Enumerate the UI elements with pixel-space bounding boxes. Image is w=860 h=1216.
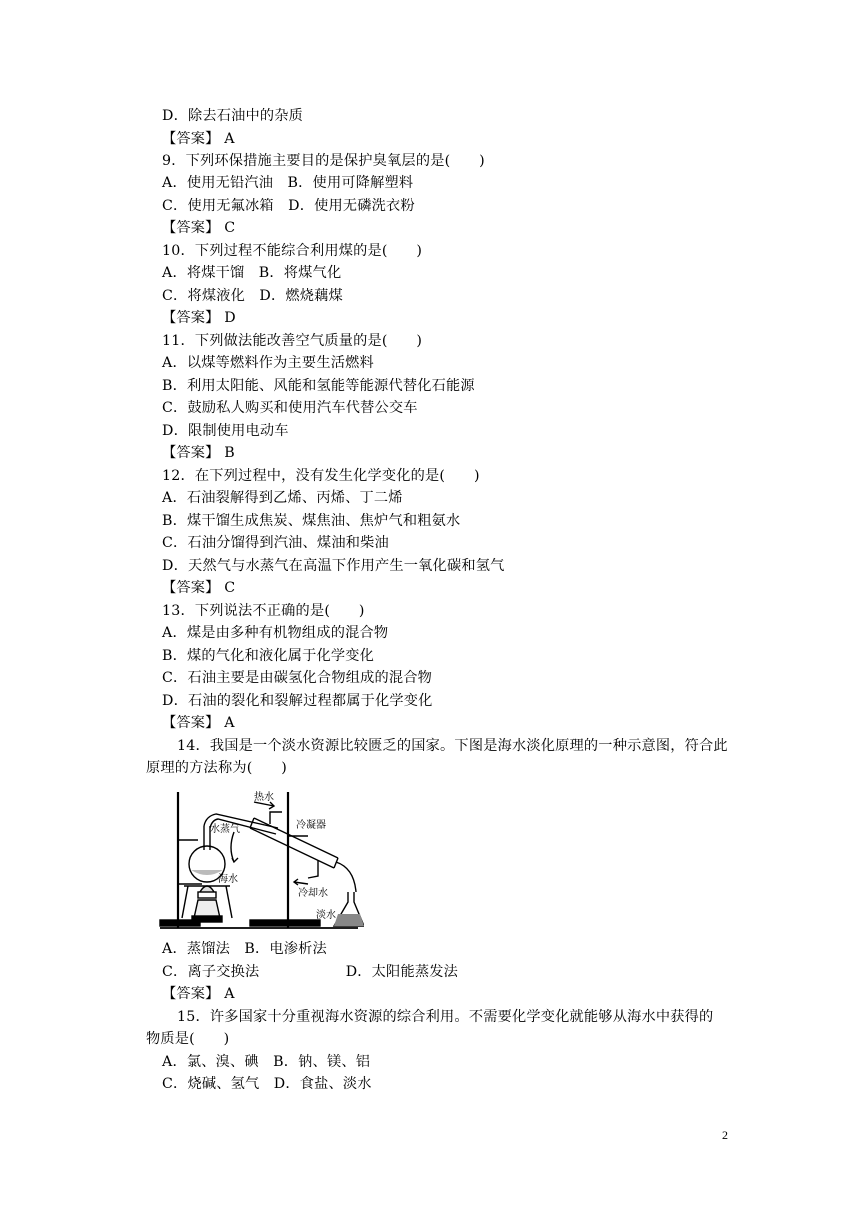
q13-option-a: A．煤是由多种有机物组成的混合物 [162, 625, 389, 641]
q14-options-cd: C．离子交换法 D．太阳能蒸发法 [162, 964, 458, 980]
page-number: 2 [722, 1128, 728, 1142]
q14-stem-line1: 14．我国是一个淡水资源比较匮乏的国家。下图是海水淡化原理的一种示意图，符合此 [177, 738, 728, 754]
q11-option-c: C．鼓励私人购买和使用汽车代替公交车 [162, 400, 418, 416]
label-fresh-water: 淡水 [316, 910, 336, 921]
q13-option-c: C．石油主要是由碳氢化合物组成的混合物 [162, 670, 433, 686]
q9-options-ab: A．使用无铅汽油 B．使用可降解塑料 [162, 175, 414, 191]
q12-option-a: A．石油裂解得到乙烯、丙烯、丁二烯 [162, 490, 403, 506]
q11-stem: 11．下列做法能改善空气质量的是( ) [162, 333, 423, 349]
q12-answer: 【答案】 C [162, 580, 236, 596]
distillation-apparatus-figure [158, 788, 364, 934]
q14-options-ab: A．蒸馏法 B．电渗析法 [162, 941, 327, 957]
q9-stem: 9．下列环保措施主要目的是保护臭氧层的是( ) [162, 153, 485, 169]
q11-option-a: A．以煤等燃料作为主要生活燃料 [162, 355, 374, 371]
q10-stem: 10．下列过程不能综合利用煤的是( ) [162, 243, 423, 259]
q13-answer: 【答案】 A [162, 715, 235, 731]
label-seawater: 海水 [218, 874, 238, 885]
q10-answer: 【答案】 D [162, 310, 236, 326]
q12-stem: 12．在下列过程中，没有发生化学变化的是( ) [162, 468, 480, 484]
label-condenser: 冷凝器 [296, 820, 326, 831]
q13-option-d: D．石油的裂化和裂解过程都属于化学变化 [162, 693, 433, 709]
q8-answer: 【答案】 A [162, 131, 235, 147]
label-hot-water: 热水 [254, 792, 274, 803]
q15-stem-line2: 物质是( ) [146, 1031, 230, 1047]
label-steam: 水蒸气 [210, 824, 240, 835]
q13-stem: 13．下列说法不正确的是( ) [162, 603, 365, 619]
q9-options-cd: C．使用无氟冰箱 D．使用无磷洗衣粉 [162, 198, 415, 214]
q14-stem-line2: 原理的方法称为( ) [146, 760, 287, 776]
q12-option-b: B．煤干馏生成焦炭、煤焦油、焦炉气和粗氨水 [162, 513, 461, 529]
label-cooling-water: 冷却水 [298, 888, 328, 899]
q13-option-b: B．煤的气化和液化属于化学变化 [162, 648, 375, 664]
q11-option-d: D．限制使用电动车 [162, 423, 289, 439]
q14-answer: 【答案】 A [162, 986, 235, 1002]
q10-options-ab: A．将煤干馏 B．将煤气化 [162, 265, 342, 281]
q10-options-cd: C．将煤液化 D．燃烧藕煤 [162, 288, 343, 304]
q15-options-cd: C．烧碱、氢气 D．食盐、淡水 [162, 1076, 372, 1092]
q8-option-d: D．除去石油中的杂质 [162, 108, 304, 124]
q11-option-b: B．利用太阳能、风能和氢能等能源代替化石能源 [162, 378, 475, 394]
q9-answer: 【答案】 C [162, 220, 236, 236]
q11-answer: 【答案】 B [162, 445, 235, 461]
q15-stem-line1: 15．许多国家十分重视海水资源的综合利用。不需要化学变化就能够从海水中获得的 [177, 1009, 714, 1025]
q15-options-ab: A．氯、溴、碘 B．钠、镁、铝 [162, 1054, 371, 1070]
q12-option-d: D．天然气与水蒸气在高温下作用产生一氧化碳和氢气 [162, 558, 505, 574]
q12-option-c: C．石油分馏得到汽油、煤油和柴油 [162, 535, 389, 551]
